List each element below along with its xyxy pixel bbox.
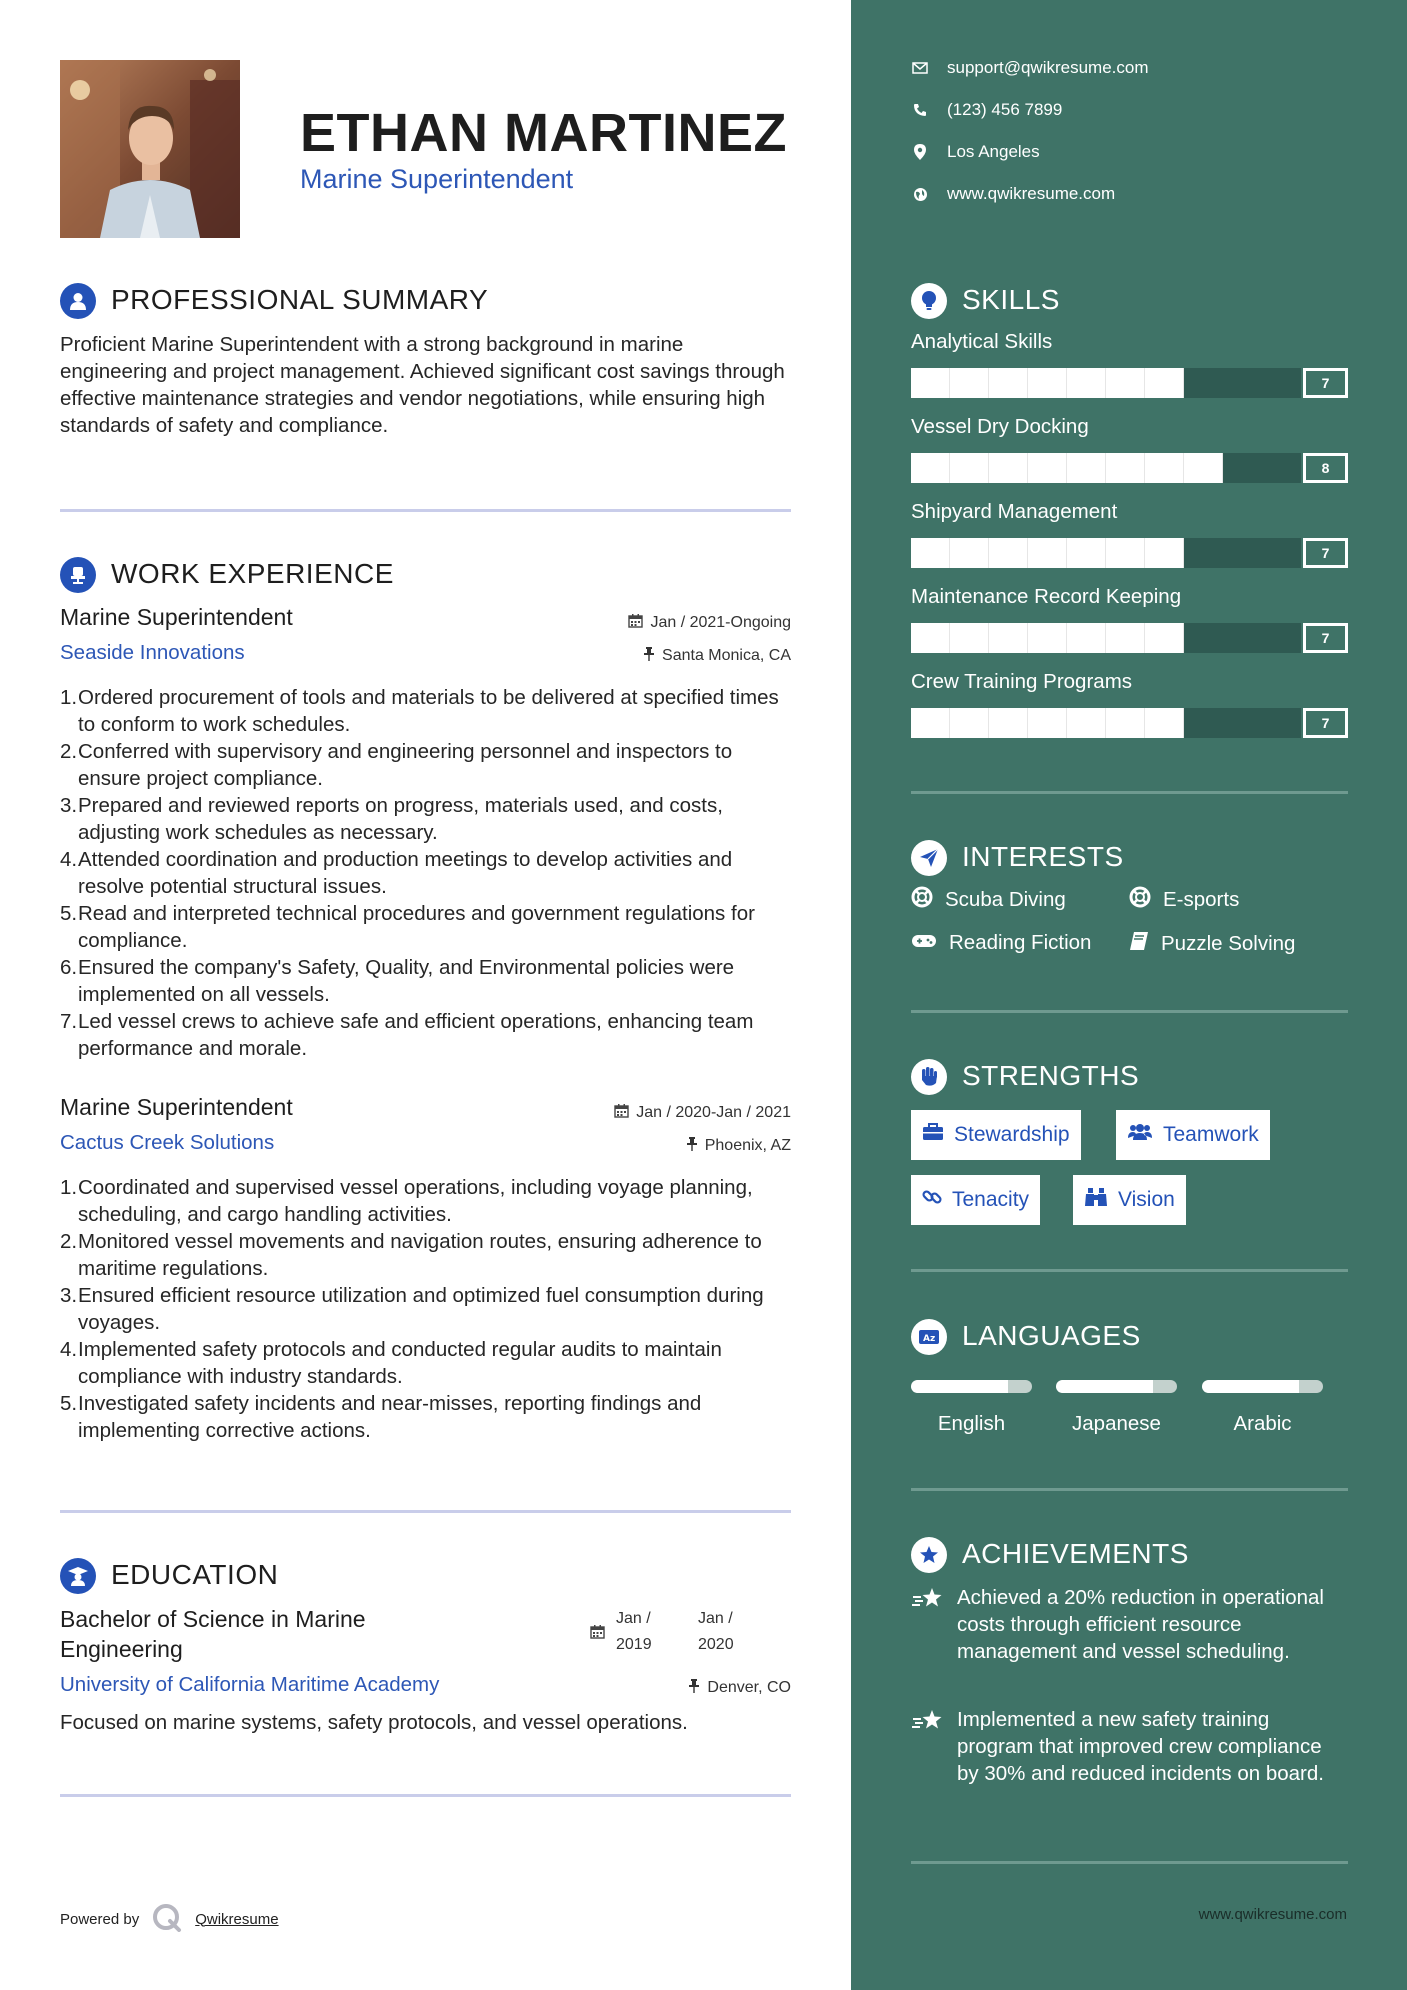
company-name: Cactus Creek Solutions bbox=[60, 1131, 275, 1154]
skill-bar bbox=[911, 708, 1301, 738]
star-badge-icon bbox=[911, 1537, 947, 1573]
list-item: 4. Attended coordination and production meetings to develop activities and resolve potential structural issues. bbox=[60, 848, 733, 898]
achievement-item: Achieved a 20% reduction in operational costs through efficient resource management and vessel scheduling. bbox=[911, 1584, 1347, 1665]
sidebar bbox=[851, 0, 1407, 1990]
profile-photo bbox=[60, 60, 240, 238]
skill-label: Vessel Dry Docking bbox=[911, 415, 1089, 438]
skill-bar bbox=[911, 623, 1301, 653]
language-level-fill bbox=[1202, 1380, 1299, 1393]
candidate-role: Marine Superintendent bbox=[300, 164, 574, 194]
strengths-heading: STRENGTHS bbox=[962, 1060, 1140, 1091]
job-title: Marine Superintendent bbox=[60, 1094, 293, 1120]
strength-chip: Stewardship bbox=[911, 1110, 1081, 1160]
qwikresume-link[interactable]: Qwikresume bbox=[195, 1910, 279, 1928]
section-divider bbox=[911, 1010, 1348, 1013]
skill-level-badge: 7 bbox=[1303, 538, 1348, 568]
interest-item: Puzzle Solving bbox=[1129, 931, 1295, 957]
job-location: Phoenix, AZ bbox=[391, 1136, 791, 1156]
life-ring-icon bbox=[1129, 886, 1151, 914]
skill-level-badge: 7 bbox=[1303, 368, 1348, 398]
chair-icon bbox=[60, 557, 96, 593]
strength-chip: Teamwork bbox=[1116, 1110, 1270, 1160]
list-item: 7. Led vessel crews to achieve safe and efficient operations, enhancing team performance and morale. bbox=[60, 1010, 754, 1060]
contact-location: Los Angeles bbox=[911, 142, 1040, 162]
summary-text: Proficient Marine Superintendent with a strong background in marine engineering and project management. Achieved significant cost savings through effective maintenance strategies and vendor negotiations, while ensuring high standards of safety and compliance. bbox=[60, 333, 785, 437]
life-ring-icon bbox=[911, 886, 933, 914]
users-icon bbox=[1127, 1123, 1153, 1147]
list-item: 5. Read and interpreted technical procedures and government regulations for compliance. bbox=[60, 902, 755, 952]
list-item: 2. Monitored vessel movements and navigation routes, ensuring adherence to maritime regulations. bbox=[60, 1230, 762, 1280]
language-level-bar bbox=[911, 1380, 1032, 1393]
summary-heading: PROFESSIONAL SUMMARY bbox=[111, 284, 489, 315]
skill-level-badge: 7 bbox=[1303, 623, 1348, 653]
list-item: 3. Prepared and reviewed reports on progress, materials used, and costs, adjusting work schedules as necessary. bbox=[60, 794, 723, 844]
contact-email[interactable]: support@qwikresume.com bbox=[911, 58, 1149, 78]
powered-by: Powered by Qwikresume bbox=[60, 1902, 279, 1936]
qwikresume-logo-icon bbox=[151, 1902, 183, 1936]
skill-bar-fill bbox=[911, 623, 1184, 653]
fist-icon bbox=[911, 1059, 947, 1095]
languages-heading: LANGUAGES bbox=[962, 1320, 1141, 1351]
pin-icon bbox=[643, 646, 655, 666]
job-location: Santa Monica, CA bbox=[391, 646, 791, 666]
section-divider bbox=[60, 1510, 791, 1513]
link-icon bbox=[922, 1187, 942, 1213]
user-icon bbox=[60, 283, 96, 319]
skill-bar-fill bbox=[911, 453, 1223, 483]
skill-label: Shipyard Management bbox=[911, 500, 1118, 523]
book-icon bbox=[1129, 931, 1149, 957]
job-title: Marine Superintendent bbox=[60, 604, 293, 630]
experience-heading: WORK EXPERIENCE bbox=[111, 558, 394, 589]
list-item: 6. Ensured the company's Safety, Quality, and Environmental policies were implemented on all vessels. bbox=[60, 956, 735, 1006]
flying-star-icon bbox=[911, 1584, 945, 1665]
paper-plane-icon bbox=[911, 840, 947, 876]
contact-phone[interactable]: (123) 456 7899 bbox=[911, 100, 1062, 120]
section-divider bbox=[911, 1488, 1348, 1491]
language-label: English bbox=[937, 1412, 1006, 1435]
skill-label: Crew Training Programs bbox=[911, 670, 1133, 693]
achievements-heading: ACHIEVEMENTS bbox=[962, 1538, 1189, 1569]
svg-text:z: z bbox=[930, 1334, 936, 1344]
list-item: 1. Ordered procurement of tools and materials to be delivered at specified times to conform to work schedules. bbox=[60, 686, 779, 736]
interest-item: Scuba Diving bbox=[911, 886, 1066, 914]
company-name: Seaside Innovations bbox=[60, 641, 245, 664]
job-bullets bbox=[60, 684, 795, 1062]
calendar-icon bbox=[614, 1103, 629, 1123]
main-column: ETHAN MARTINEZ Marine Superintendent PROFESSIONAL SUMMARY Proficient Marine Superintendent with a strong background in marine engineering and project management. Achieved significant cost savings through effective maintenance strategies and vendor negotiations, while ensuring high standards of safety and compliance. WORK EXPERIENCE Marine Superintendent Jan / 2021-Ongoing Seaside Innovations Santa Monica, CA 1. Ordered procurement of tools and materials to be delivered at specified times to conform to work schedules. 2. Conferred with supervisory and engineering personnel and inspectors to ensure project compliance. 3. Prepared and reviewed reports on progress, materials used, and costs, adjusting work schedules as necessary. 4. Attended coordination and production meetings to develop activities and resolve potential structural issues. 5. Read and interpreted technical procedures and government regulations for compliance. 6. Ensured the company's Safety, Quality, and Environmental policies were implemented on all vessels. 7. Led vessel crews to achieve safe and efficient operations, enhancing team performance and morale. Marine Superintendent Jan / 2020-Jan / 2021 Cactus Creek Solutions Phoenix, AZ 1. Coordinated and supervised vessel operations, including voyage planning, scheduling, and cargo handling activities. 2. Monitored vessel movements and navigation routes, ensuring adherence to maritime regulations. 3. Ensured efficient resource utilization and optimized fuel consumption during voyages. 4. Implemented safety protocols and conducted regular audits to maintain compliance with industry standards. 5. Investigated safety incidents and near-misses, reporting findings and implementing corrective actions. EDUCATION Bachelor of Science in Marine Engineering Jan / 2019 Jan / 2020 University of California Maritime Academy Denver, CO Focused on marine systems, safety protocols, and vessel operations. Powered by Qwikresume bbox=[0, 0, 851, 1990]
briefcase-icon bbox=[922, 1123, 944, 1147]
language-level-fill bbox=[911, 1380, 1008, 1393]
school-name: University of California Maritime Academy bbox=[60, 1673, 440, 1696]
section-divider bbox=[911, 1861, 1348, 1864]
language-level-bar bbox=[1056, 1380, 1177, 1393]
skills-heading: SKILLS bbox=[962, 284, 1060, 315]
education-heading: EDUCATION bbox=[111, 1559, 279, 1590]
skill-bar bbox=[911, 368, 1301, 398]
skill-level-badge: 7 bbox=[1303, 708, 1348, 738]
footer-website[interactable]: www.qwikresume.com bbox=[1198, 1906, 1347, 1923]
globe-icon bbox=[911, 187, 929, 202]
strength-chip: Tenacity bbox=[911, 1175, 1040, 1225]
list-item: 4. Implemented safety protocols and conducted regular audits to maintain compliance with industry standards. bbox=[60, 1338, 722, 1388]
section-divider bbox=[911, 791, 1348, 794]
graduate-icon bbox=[60, 1558, 96, 1594]
map-marker-icon bbox=[911, 144, 929, 160]
language-level-fill bbox=[1056, 1380, 1153, 1393]
job-dates: Jan / 2021-Ongoing bbox=[391, 613, 791, 633]
lightbulb-icon bbox=[911, 283, 947, 319]
calendar-icon bbox=[628, 613, 643, 633]
pin-icon bbox=[686, 1136, 698, 1156]
strength-chip: Vision bbox=[1073, 1175, 1186, 1225]
job-bullets bbox=[60, 1174, 795, 1444]
skill-label: Analytical Skills bbox=[911, 330, 1053, 353]
candidate-name: ETHAN MARTINEZ bbox=[300, 103, 787, 163]
skill-bar-fill bbox=[911, 708, 1184, 738]
phone-icon bbox=[911, 103, 929, 117]
education-location: Denver, CO bbox=[391, 1678, 791, 1698]
skill-bar-fill bbox=[911, 368, 1184, 398]
skill-level-badge: 8 bbox=[1303, 453, 1348, 483]
list-item: 5. Investigated safety incidents and near-misses, reporting findings and implementing corrective actions. bbox=[60, 1392, 702, 1442]
svg-text:A: A bbox=[923, 1334, 930, 1344]
skill-bar bbox=[911, 538, 1301, 568]
language-icon bbox=[911, 1319, 947, 1355]
interest-item: Reading Fiction bbox=[911, 931, 1091, 955]
envelope-icon bbox=[911, 62, 929, 74]
section-divider bbox=[60, 509, 791, 512]
achievement-item: Implemented a new safety training program that improved crew compliance by 30% and reduced incidents on board. bbox=[911, 1706, 1347, 1787]
list-item: 1. Coordinated and supervised vessel operations, including voyage planning, scheduling, and cargo handling activities. bbox=[60, 1176, 753, 1226]
pin-icon bbox=[688, 1678, 700, 1698]
calendar-icon bbox=[590, 1622, 605, 1648]
language-label: Japanese bbox=[1072, 1412, 1161, 1435]
language-label: Arabic bbox=[1233, 1412, 1292, 1435]
job-dates: Jan / 2020-Jan / 2021 bbox=[391, 1103, 791, 1123]
skill-bar bbox=[911, 453, 1301, 483]
section-divider bbox=[60, 1794, 791, 1797]
list-item: 2. Conferred with supervisory and engineering personnel and inspectors to ensure project compliance. bbox=[60, 740, 733, 790]
interest-item: E-sports bbox=[1129, 886, 1239, 914]
binoculars-icon bbox=[1084, 1187, 1108, 1213]
contact-website[interactable]: www.qwikresume.com bbox=[911, 184, 1115, 204]
education-description: Focused on marine systems, safety protocols, and vessel operations. bbox=[60, 1711, 688, 1734]
gamepad-icon bbox=[911, 931, 937, 955]
language-level-bar bbox=[1202, 1380, 1323, 1393]
list-item: 3. Ensured efficient resource utilization and optimized fuel consumption during voyages. bbox=[60, 1284, 764, 1334]
degree-title: Bachelor of Science in Marine Engineering bbox=[60, 1606, 366, 1662]
skill-label: Maintenance Record Keeping bbox=[911, 585, 1182, 608]
flying-star-icon bbox=[911, 1706, 945, 1787]
interests-heading: INTERESTS bbox=[962, 841, 1124, 872]
skill-bar-fill bbox=[911, 538, 1184, 568]
section-divider bbox=[911, 1269, 1348, 1272]
